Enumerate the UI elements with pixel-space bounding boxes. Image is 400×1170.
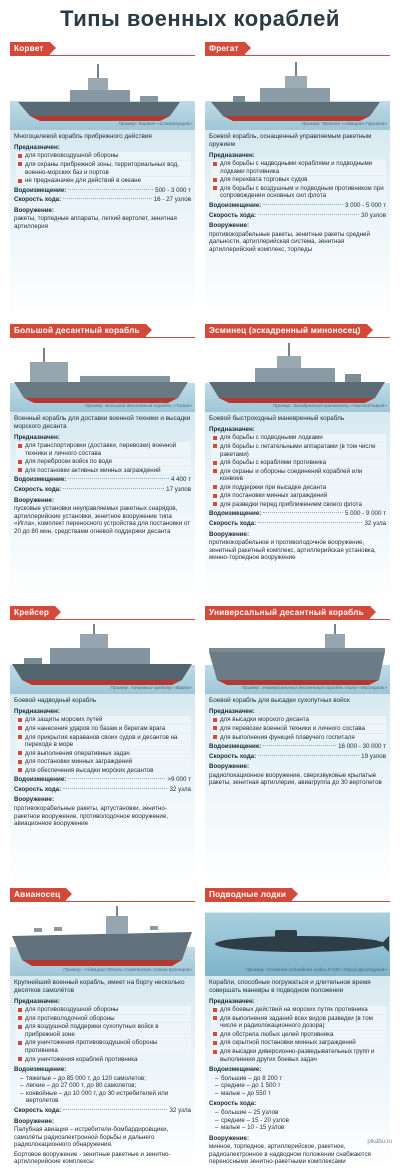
- purpose-list: [211, 716, 386, 741]
- speed-value: 32 узла: [169, 785, 191, 793]
- purpose-item: для обеспечения высадки морских десантов: [16, 767, 191, 775]
- displacement-item: – средние – до 1 500 т: [215, 1082, 386, 1090]
- displacement-label: Водоизмещение:: [209, 743, 262, 751]
- speed-item: – малые – 10 - 15 узлов: [215, 1124, 386, 1132]
- destroyer-ship-icon: [205, 340, 390, 412]
- displacement-value: 5 000 - 9 000 т: [344, 510, 386, 518]
- armament-text: Палубная авиация – истребители-бомбардировщики, самолёты радиоэлектронной борьбы и дальнего радиолокационного обнаружения.: [14, 1126, 169, 1149]
- ship-illustration: [10, 622, 195, 694]
- amphibious-assault-ship-icon: [205, 622, 390, 694]
- purpose-item: для перехвата торговых судов: [211, 176, 386, 184]
- purpose-item: для выполнения заданий всех видов разведки (в том числе и радиолокационного дозора): [211, 1015, 386, 1030]
- displacement-row: [14, 476, 191, 484]
- purpose-item: для борьбы с кораблями противника: [211, 459, 386, 467]
- displacement-row: [14, 187, 191, 195]
- displacement-row: [14, 776, 191, 784]
- displacement-row: [209, 510, 386, 518]
- speed-item: – большие – 25 узлов: [215, 1109, 386, 1117]
- purpose-list: [16, 1006, 191, 1063]
- speed-value: 19 узлов: [361, 752, 386, 760]
- page-title: Типы военных кораблей: [60, 6, 340, 31]
- purpose-label: Предназначен:: [14, 997, 60, 1005]
- speed-item: – средние – 15 - 20 узлов: [215, 1117, 386, 1125]
- ship-caption: Пример: Корвет «Стерегущий»: [118, 122, 192, 128]
- displacement-item: – большие – до 8 200 т: [215, 1075, 386, 1083]
- card-body: [10, 130, 195, 320]
- card-destroyer: [205, 324, 390, 596]
- purpose-label: Предназначен:: [14, 707, 60, 715]
- purpose-item: для поддержки при высадке десанта: [211, 484, 386, 492]
- ship-description: Боевой корабль, оснащенный управляемым ракетным оружием: [209, 133, 372, 148]
- ship-caption: Пример: Атомный крейсер «Варяг»: [110, 686, 192, 692]
- armament-label: Вооружение:: [209, 530, 250, 538]
- corvette-ship-icon: [10, 58, 195, 130]
- purpose-item: для разведки перед приближением своего флота: [211, 501, 386, 509]
- armament-text: пусковые установки неуправляемых ракетных снарядов, артиллерийские установки, зенитное вооружение типа «Игла», комплект переносного устройства для постановки от 20 до 80 мин, средствами огневой поддержки десанта: [14, 505, 191, 535]
- purpose-item: для противовоздушной обороны: [16, 152, 191, 160]
- displacement-value: 500 - 3 000 т: [155, 186, 191, 194]
- armament-label: Вооружение:: [209, 222, 250, 230]
- displacement-value: 4 400 т: [170, 476, 191, 484]
- card-header: Универсальный десантный корабль: [205, 606, 370, 620]
- card-cruiser: [10, 606, 195, 878]
- speed-value: 32 узла: [364, 520, 386, 527]
- purpose-list: [211, 434, 386, 508]
- card-header: Эсминец (эскадренный миноносец): [205, 324, 367, 338]
- displacement-value: >9 000 т: [167, 776, 191, 784]
- purpose-item: для выполнения оперативных задач: [16, 750, 191, 758]
- purpose-label: Предназначен:: [209, 997, 255, 1005]
- speed-label: Скорость хода:: [209, 211, 257, 219]
- purpose-label: Предназначен:: [209, 151, 255, 159]
- purpose-item: для защиты морских путей: [16, 716, 191, 724]
- card-corvette: [10, 42, 195, 314]
- purpose-item: для охраны и обороны соединений кораблей или конвоев: [211, 468, 386, 483]
- purpose-item: для выполнения функций плавучего госпиталя: [211, 734, 386, 742]
- purpose-list: [16, 152, 191, 184]
- card-aircraft-carrier: [10, 888, 195, 1166]
- submarine-icon: [205, 904, 390, 976]
- speed-label: Скорость хода:: [14, 785, 62, 793]
- purpose-item: для борьбы с воздушным и подводным противником при сопровождении основных сил флота: [211, 185, 386, 200]
- displacement-label: Водоизмещение:: [14, 476, 67, 484]
- armament-text: противокорабельные ракеты, зенитные ракеты средней дальности, артиллерийская система, зенитная артиллерийский комплекс, торпеды: [209, 230, 370, 253]
- purpose-label: Предназначен:: [14, 433, 60, 441]
- card-header: Подводные лодки: [205, 888, 292, 902]
- armament-label: Вооружение:: [209, 763, 250, 771]
- displacement-row: [209, 202, 386, 210]
- purpose-item: для борьбы с подводными лодками: [211, 434, 386, 442]
- purpose-item: для транспортировки (доставки, перевозки) военной техники и личного состава: [16, 442, 191, 457]
- purpose-item: для постановки минных заграждений: [211, 492, 386, 500]
- ship-caption: Пример: «Адмирал Флота Советского Союза Кузнецов»: [63, 968, 192, 974]
- ship-description: Корабли, способные погружаться и длительное время совершать маневры в подводном положении: [209, 979, 371, 994]
- ship-illustration: [10, 58, 195, 130]
- armament-text: радиолокационное вооружение, сверхзвуковые крылатые ракеты, зенитная артиллерия, авиагруппа до 30 вертолетов: [209, 771, 382, 787]
- ship-illustration: [205, 622, 390, 694]
- displacement-label: Водоизмещение:: [14, 776, 67, 784]
- displacement-row: [209, 743, 386, 751]
- speed-label: Скорость хода:: [209, 1100, 257, 1108]
- speed-label: Скорость хода:: [14, 1106, 62, 1114]
- purpose-item: для противолодочной обороны: [16, 1015, 191, 1023]
- ship-caption: Пример: Эскадренный миноносец «Настойчивый»: [272, 404, 387, 410]
- card-header: Корвет: [10, 42, 50, 56]
- displacement-item: – конвойные – до 10 000 т, до 30 истребителей или вертолетов: [20, 1090, 191, 1105]
- purpose-item: для боевых действий на морских путях противника: [211, 1006, 386, 1014]
- purpose-item: для борьбы с надводными кораблями и подводными лодками противника: [211, 160, 386, 175]
- purpose-item: для постановки минных заграждений: [16, 758, 191, 766]
- speed-row: [14, 1107, 191, 1115]
- card-body: [205, 694, 390, 884]
- ship-caption: Пример: Фрегат «Адмирал Горшков»: [301, 122, 387, 128]
- ship-illustration: [10, 904, 195, 976]
- card-body: [205, 976, 390, 1170]
- purpose-item: для прикрытия караванов своих судов и десантов на переходе в море: [16, 734, 191, 749]
- purpose-item: для воздушной поддержки сухопутных войск в прибрежной зоне: [16, 1023, 191, 1038]
- purpose-item: не предназначен для действий в океане: [16, 177, 191, 185]
- purpose-item: для перевозки военной техники и личного состава: [211, 725, 386, 733]
- purpose-list: [16, 442, 191, 474]
- speed-row: [14, 196, 191, 204]
- ship-caption: Пример: Большой десантный корабль «Талин»: [84, 404, 192, 410]
- ship-description: Боевой надводный корабль: [14, 697, 97, 704]
- displacement-list: [215, 1075, 386, 1098]
- purpose-item: для переброски войск по воде: [16, 458, 191, 466]
- card-body: [10, 694, 195, 884]
- displacement-label: Водоизмещение:: [209, 202, 262, 209]
- speed-row: [209, 753, 386, 761]
- card-header: Большой десантный корабль: [10, 324, 146, 338]
- speed-row: [209, 520, 386, 528]
- purpose-item: для высадки морского десанта: [211, 716, 386, 724]
- displacement-label: Водоизмещение:: [209, 1066, 262, 1074]
- card-header: Авианосец: [10, 888, 66, 902]
- armament-label: Вооружение:: [14, 1117, 55, 1125]
- speed-row: [209, 212, 386, 220]
- purpose-list: [211, 160, 386, 200]
- landing-ship-icon: [10, 340, 195, 412]
- purpose-list: [211, 1006, 386, 1063]
- speed-label: Скорость хода:: [14, 196, 62, 204]
- displacement-list: [20, 1075, 191, 1105]
- purpose-label: Предназначен:: [209, 425, 255, 433]
- displacement-item: – малые – до 550 т: [215, 1090, 386, 1098]
- purpose-item: для постановки активных минных заграждений: [16, 467, 191, 475]
- ship-illustration: [205, 904, 390, 976]
- armament-label: Вооружение:: [14, 796, 55, 804]
- ship-illustration: [205, 58, 390, 130]
- speed-row: [14, 486, 191, 494]
- displacement-value: 3 000 - 5 000 т: [344, 202, 386, 209]
- displacement-item: – тяжелые – до 85 000 т, до 120 самолетов;: [20, 1075, 191, 1083]
- speed-value: 30 узлов: [361, 211, 386, 219]
- speed-label: Скорость хода:: [209, 520, 257, 527]
- card-frigate: [205, 42, 390, 314]
- armament-text: минное, торпедное, артиллерийское, ракетное, радиоэлектронное в надводном положении снабжаются переносными зенитно-ракетными комплексами: [209, 1143, 371, 1166]
- speed-label: Скорость хода:: [14, 486, 62, 493]
- card-submarines: [205, 888, 390, 1166]
- speed-value: 17 узлов: [166, 486, 191, 493]
- ship-description: Боевой корабль для высадки сухопутных войск: [209, 697, 350, 704]
- displacement-label: Водоизмещение:: [14, 1066, 67, 1074]
- armament-text: противокорабельные ракеты, артустановки, зенитно-ракетное вооружение, противолодочное вооружение, авиационное вооружение: [14, 805, 169, 828]
- ship-description: Крупнейший военный корабль, имеет на борту несколько десятков самолётов: [14, 979, 185, 994]
- armament-text: противокорабельное и противолодочное вооружение, зенитный ракетный комплекс, артиллерийская установка, минно-торпедное вооружение: [209, 539, 376, 562]
- card-body: [10, 976, 195, 1170]
- displacement-value: 16 000 - 30 000 т: [338, 743, 386, 751]
- armament-label: Вооружение:: [209, 1134, 250, 1142]
- purpose-item: для обстрела любых целей противника: [211, 1031, 386, 1039]
- armament-text-2: Бортовое вооружение - зенитные ракетные и зенитно-артиллерийские комплексы: [14, 1150, 171, 1166]
- armament-label: Вооружение:: [14, 496, 55, 504]
- purpose-list: [16, 716, 191, 774]
- aircraft-carrier-icon: [10, 904, 195, 976]
- speed-list: [215, 1109, 386, 1132]
- card-large-landing-ship: [10, 324, 195, 596]
- armament-text: ракеты, торпедные аппараты, легкий вертолет, зенитная артиллерия: [14, 215, 177, 230]
- speed-value: 32 узла: [169, 1106, 191, 1114]
- cruiser-ship-icon: [10, 622, 195, 694]
- displacement-item: – легкие – до 27 000 т, до 80 самолетов;: [20, 1082, 191, 1090]
- purpose-item: для скрытной постановки минных заграждений: [211, 1039, 386, 1047]
- purpose-item: для уничтожения кораблей противника: [16, 1056, 191, 1064]
- card-body: [205, 412, 390, 602]
- purpose-item: для нанесения ударов по базам и берегам врага: [16, 725, 191, 733]
- ships-grid: [10, 42, 390, 1166]
- frigate-ship-icon: [205, 58, 390, 130]
- ship-illustration: [205, 340, 390, 412]
- card-header: Фрегат: [205, 42, 245, 56]
- ship-illustration: [10, 340, 195, 412]
- card-header: Крейсер: [10, 606, 55, 620]
- purpose-item: для борьбы с летательными аппаратами (в том числе ракетами): [211, 443, 386, 458]
- purpose-item: для противовоздушной обороны: [16, 1006, 191, 1014]
- ship-caption: Пример: Атомная подводная лодка К-535 «Юрий Долгорукий»: [245, 968, 387, 974]
- ship-description: Боевой быстроходный маневренный корабль: [209, 415, 345, 422]
- purpose-label: Предназначен:: [209, 707, 255, 715]
- card-body: [205, 130, 390, 320]
- speed-label: Скорость хода:: [209, 752, 257, 760]
- ship-description: Военный корабль для доставки военной техники и высадки морского десанта: [14, 415, 191, 430]
- card-body: [10, 412, 195, 602]
- displacement-label: Водоизмещение:: [14, 186, 67, 194]
- footer-site: pikabu.ru: [367, 1138, 392, 1145]
- purpose-item: для высадки диверсионно-разведывательных групп и выполнения других боевых задач: [211, 1048, 386, 1063]
- purpose-label: Предназначен:: [14, 143, 60, 151]
- purpose-item: для охраны прибрежной зоны, территориальных вод, военно-морских баз и портов: [16, 161, 191, 176]
- speed-row: [14, 786, 191, 794]
- purpose-item: для уничтожения противовоздушной обороны противника: [16, 1039, 191, 1054]
- speed-value: 16 - 27 узлов: [153, 196, 191, 204]
- ship-caption: Пример: Универсальный десантный корабль типа «Мистраль»: [241, 686, 387, 692]
- ship-description: Многоцелевой корабль прибрежного действия: [14, 133, 152, 140]
- displacement-label: Водоизмещение:: [209, 510, 262, 518]
- armament-label: Вооружение:: [14, 206, 55, 214]
- card-universal-landing-ship: [205, 606, 390, 878]
